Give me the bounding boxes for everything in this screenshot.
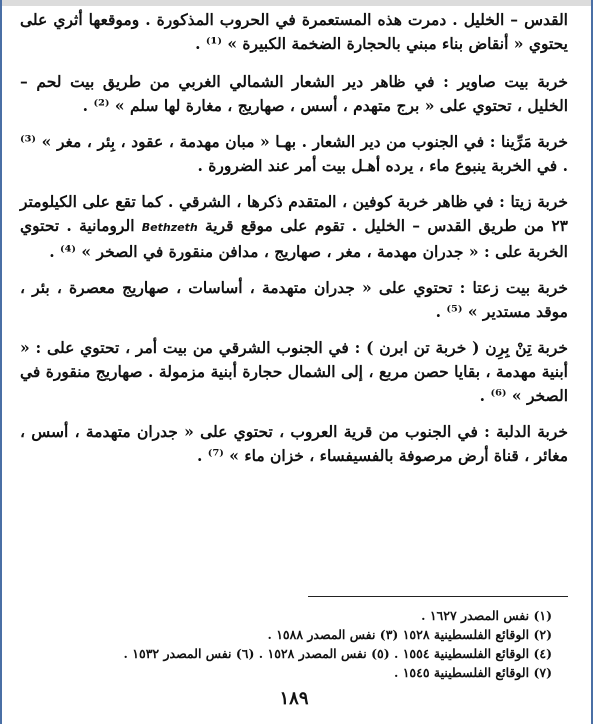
- paragraph-al-quds-al-khalil: القدس – الخليل . دمرت هذه المستعمرة في الحروب المذكورة . وموقعها أثري على يحتوي « أنقاض بناء مبني بالحجارة الضخمة الكبيرة » ⁽¹⁾ .: [20, 10, 568, 53]
- footnote-line: (٤) الوقائع الفلسطينية ١٥٥٤ . (٥) نفس المصدر ١٥٢٨ . (٦) نفس المصدر ١٥٣٢ .: [123, 646, 552, 661]
- paragraph-khirbet-beit-sawir: خربة بيت صاوير : في ظاهر دير الشعار الشمالي الغربي من طريق بيت لحم – الخليل ، تحتوي على « برج متهدم ، أسس ، صهاريج ، مغارة لها سلم » ⁽²⁾ .: [20, 72, 568, 115]
- document-page: [20, 8, 568, 713]
- window-left-border: [0, 0, 2, 724]
- footnote-divider: [308, 596, 568, 597]
- footnote-line: (٧) الوقائع الفلسطينية ١٥٤٥ .: [393, 665, 552, 680]
- zita-text-part-2: الرومانية . تحتوي الخربة على : « جدران مهدمة ، مغر ، صهاريج ، مدافن منقورة في الصخر » ⁽⁴⁾ .: [20, 216, 568, 261]
- paragraph-khirbet-marrina: خربة مَرِّينا : في الجنوب من دير الشعار . بهـا « مبان مهدمة ، عقود ، بِئر ، مغر » ⁽³⁾ . في الخربة ينبوع ماء ، يرده أهـل بيت أمر عند الضرورة .: [20, 132, 568, 175]
- paragraph-khirbet-al-dulba: خربة الدلبة : في الجنوب من قرية العروب ، تحتوي على « جدران متهدمة ، أسس ، مغائر ، قناة أرض مرصوفة بالفسيفساء ، خزان ماء » ⁽⁷⁾ .: [20, 422, 568, 465]
- paragraph-khirbet-beit-zaata: خربة بيت زعتا : تحتوي على « جدران متهدمة ، أساسات ، صهاريج معصرة ، بئر ، موقد مستدير » ⁽⁵⁾ .: [20, 278, 568, 321]
- footnotes: [32, 606, 552, 682]
- window-top-edge: [0, 0, 593, 6]
- latin-place-name: Bethzeth: [141, 221, 198, 234]
- paragraph-khirbet-tin-birin: خربة تِنْ بِرِن ( خربة تن ابرن ) : في الجنوب الشرقي من بيت أمر ، تحتوي على : « أبنية مهدمة ، بقايا حصن مربع ، إلى الشمال حجارة أبنية مزمولة . صهاريج منقورة في الصخر » ⁽⁶⁾ .: [20, 338, 568, 405]
- footnote-line: (١) نفس المصدر ١٦٢٧ .: [421, 608, 552, 623]
- footnote-line: (٢) الوقائع الفلسطينية ١٥٢٨ (٣) نفس المصدر ١٥٨٨ .: [267, 627, 552, 642]
- paragraph-khirbet-zita: [20, 190, 568, 264]
- page-number: ١٨٩: [279, 688, 309, 709]
- zita-text-part-1: خربة زيتا : في ظاهر خربة كوفين ، المتقدم ذكرها ، الشرقي . كما تقع على الكيلومتر ٢٣ من طريق القدس – الخليل . تقوم على موقع قرية: [20, 192, 568, 235]
